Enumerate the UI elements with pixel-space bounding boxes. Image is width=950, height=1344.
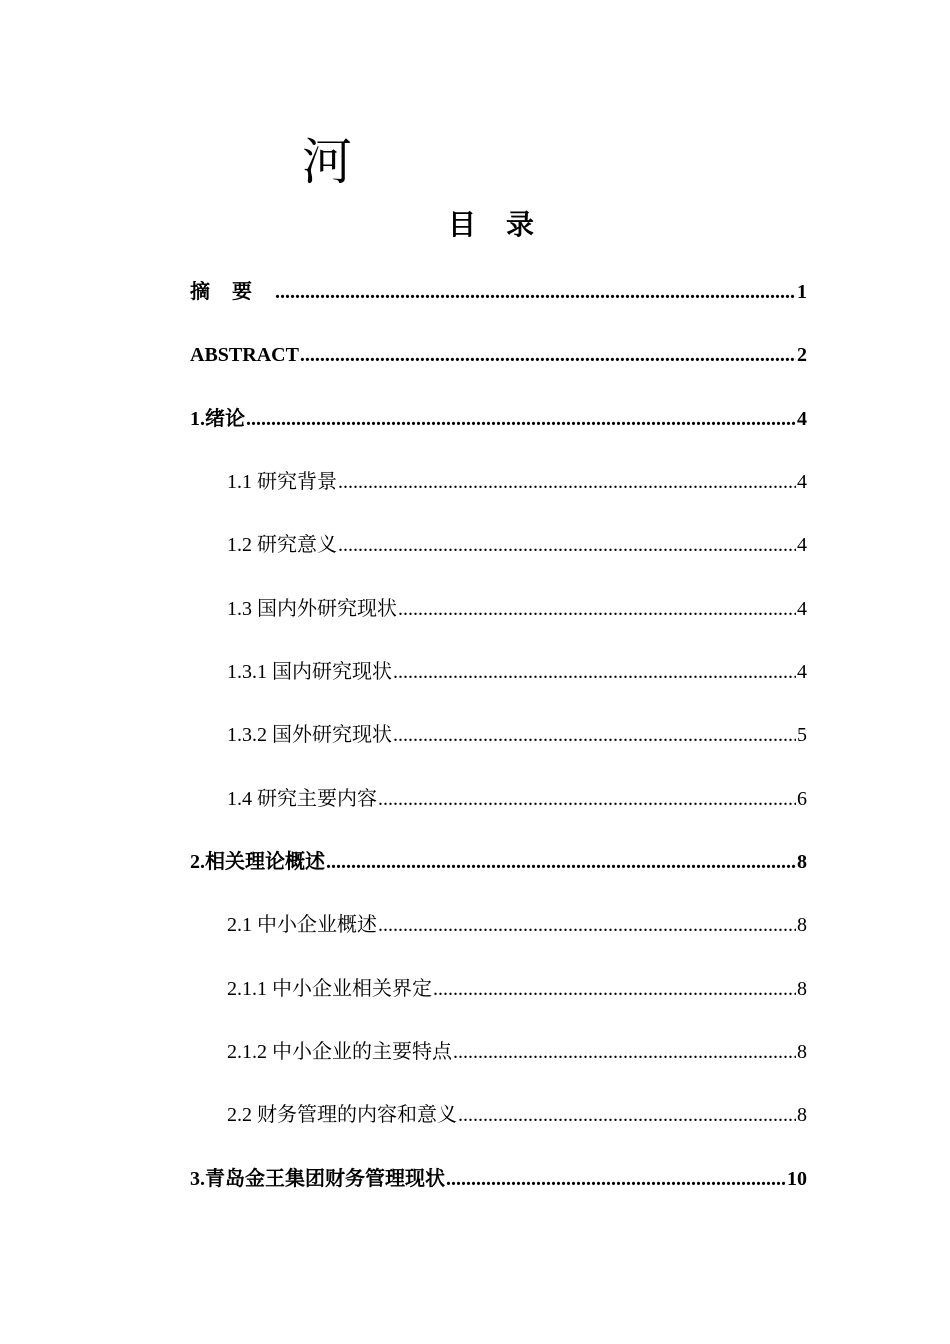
table-of-contents	[190, 272, 807, 1222]
toc-dot-leader	[398, 589, 796, 629]
toc-entry-title: 3.青岛金王集团财务管理现状	[190, 1167, 445, 1190]
toc-title: 目录	[447, 208, 564, 241]
toc-dot-leader	[246, 399, 796, 439]
toc-dot-leader	[393, 652, 796, 692]
toc-entry-title: 1.2 研究意义	[227, 534, 337, 557]
toc-entry[interactable]	[190, 1095, 807, 1158]
toc-page-number: 4	[797, 661, 807, 684]
toc-dot-leader	[446, 1159, 786, 1199]
toc-entry-title: 2.1.1 中小企业相关界定	[227, 977, 432, 1000]
toc-page-number: 8	[797, 977, 807, 1000]
toc-page-number: 8	[797, 1041, 807, 1064]
toc-entry[interactable]	[190, 589, 807, 652]
toc-dot-leader	[326, 842, 796, 882]
toc-entry-title: 2.1.2 中小企业的主要特点	[227, 1041, 452, 1064]
toc-dot-leader	[378, 779, 796, 819]
toc-page-number: 4	[797, 407, 807, 430]
toc-entry-title: 1.4 研究主要内容	[227, 787, 377, 810]
toc-page-number: 8	[797, 914, 807, 937]
toc-page-number: 1	[797, 281, 807, 303]
toc-entry-title: 1.绪论	[190, 407, 245, 430]
toc-page-number: 4	[797, 471, 807, 494]
toc-entry[interactable]	[190, 272, 807, 335]
toc-entry[interactable]	[190, 525, 807, 588]
toc-entry-title: 1.3.1 国内研究现状	[227, 661, 392, 684]
toc-entry[interactable]	[190, 905, 807, 968]
toc-entry-title: 摘要	[190, 281, 274, 303]
toc-page-number: 5	[797, 724, 807, 747]
toc-entry[interactable]	[190, 399, 807, 462]
toc-entry[interactable]	[190, 1159, 807, 1222]
toc-dot-leader	[453, 1032, 796, 1072]
toc-entry-title: 2.2 财务管理的内容和意义	[227, 1104, 457, 1127]
toc-entry[interactable]	[190, 715, 807, 778]
toc-entry[interactable]	[190, 779, 807, 842]
toc-entry-title: 1.1 研究背景	[227, 471, 337, 494]
toc-dot-leader	[378, 905, 796, 945]
toc-entry-title: 1.3 国内外研究现状	[227, 597, 397, 620]
toc-page-number: 2	[797, 344, 807, 367]
toc-dot-leader	[338, 462, 796, 502]
toc-page-number: 4	[797, 597, 807, 620]
toc-entry[interactable]	[190, 652, 807, 715]
toc-entry-title: ABSTRACT	[190, 344, 299, 367]
toc-dot-leader	[275, 272, 796, 312]
toc-dot-leader	[458, 1095, 796, 1135]
toc-entry[interactable]	[190, 969, 807, 1032]
toc-entry[interactable]	[190, 335, 807, 398]
toc-dot-leader	[433, 969, 796, 1009]
toc-page-number: 8	[797, 1104, 807, 1127]
header-character: 河	[302, 133, 352, 191]
toc-page-number: 6	[797, 787, 807, 810]
toc-entry[interactable]	[190, 842, 807, 905]
toc-dot-leader	[300, 335, 796, 375]
toc-dot-leader	[393, 715, 796, 755]
toc-page-number: 10	[787, 1167, 807, 1190]
toc-entry[interactable]	[190, 462, 807, 525]
toc-entry[interactable]	[190, 1032, 807, 1095]
toc-entry-title: 2.1 中小企业概述	[227, 914, 377, 937]
toc-entry-title: 2.相关理论概述	[190, 851, 325, 874]
toc-page-number: 8	[797, 851, 807, 874]
toc-dot-leader	[338, 525, 796, 565]
toc-page-number: 4	[797, 534, 807, 557]
toc-entry-title: 1.3.2 国外研究现状	[227, 724, 392, 747]
